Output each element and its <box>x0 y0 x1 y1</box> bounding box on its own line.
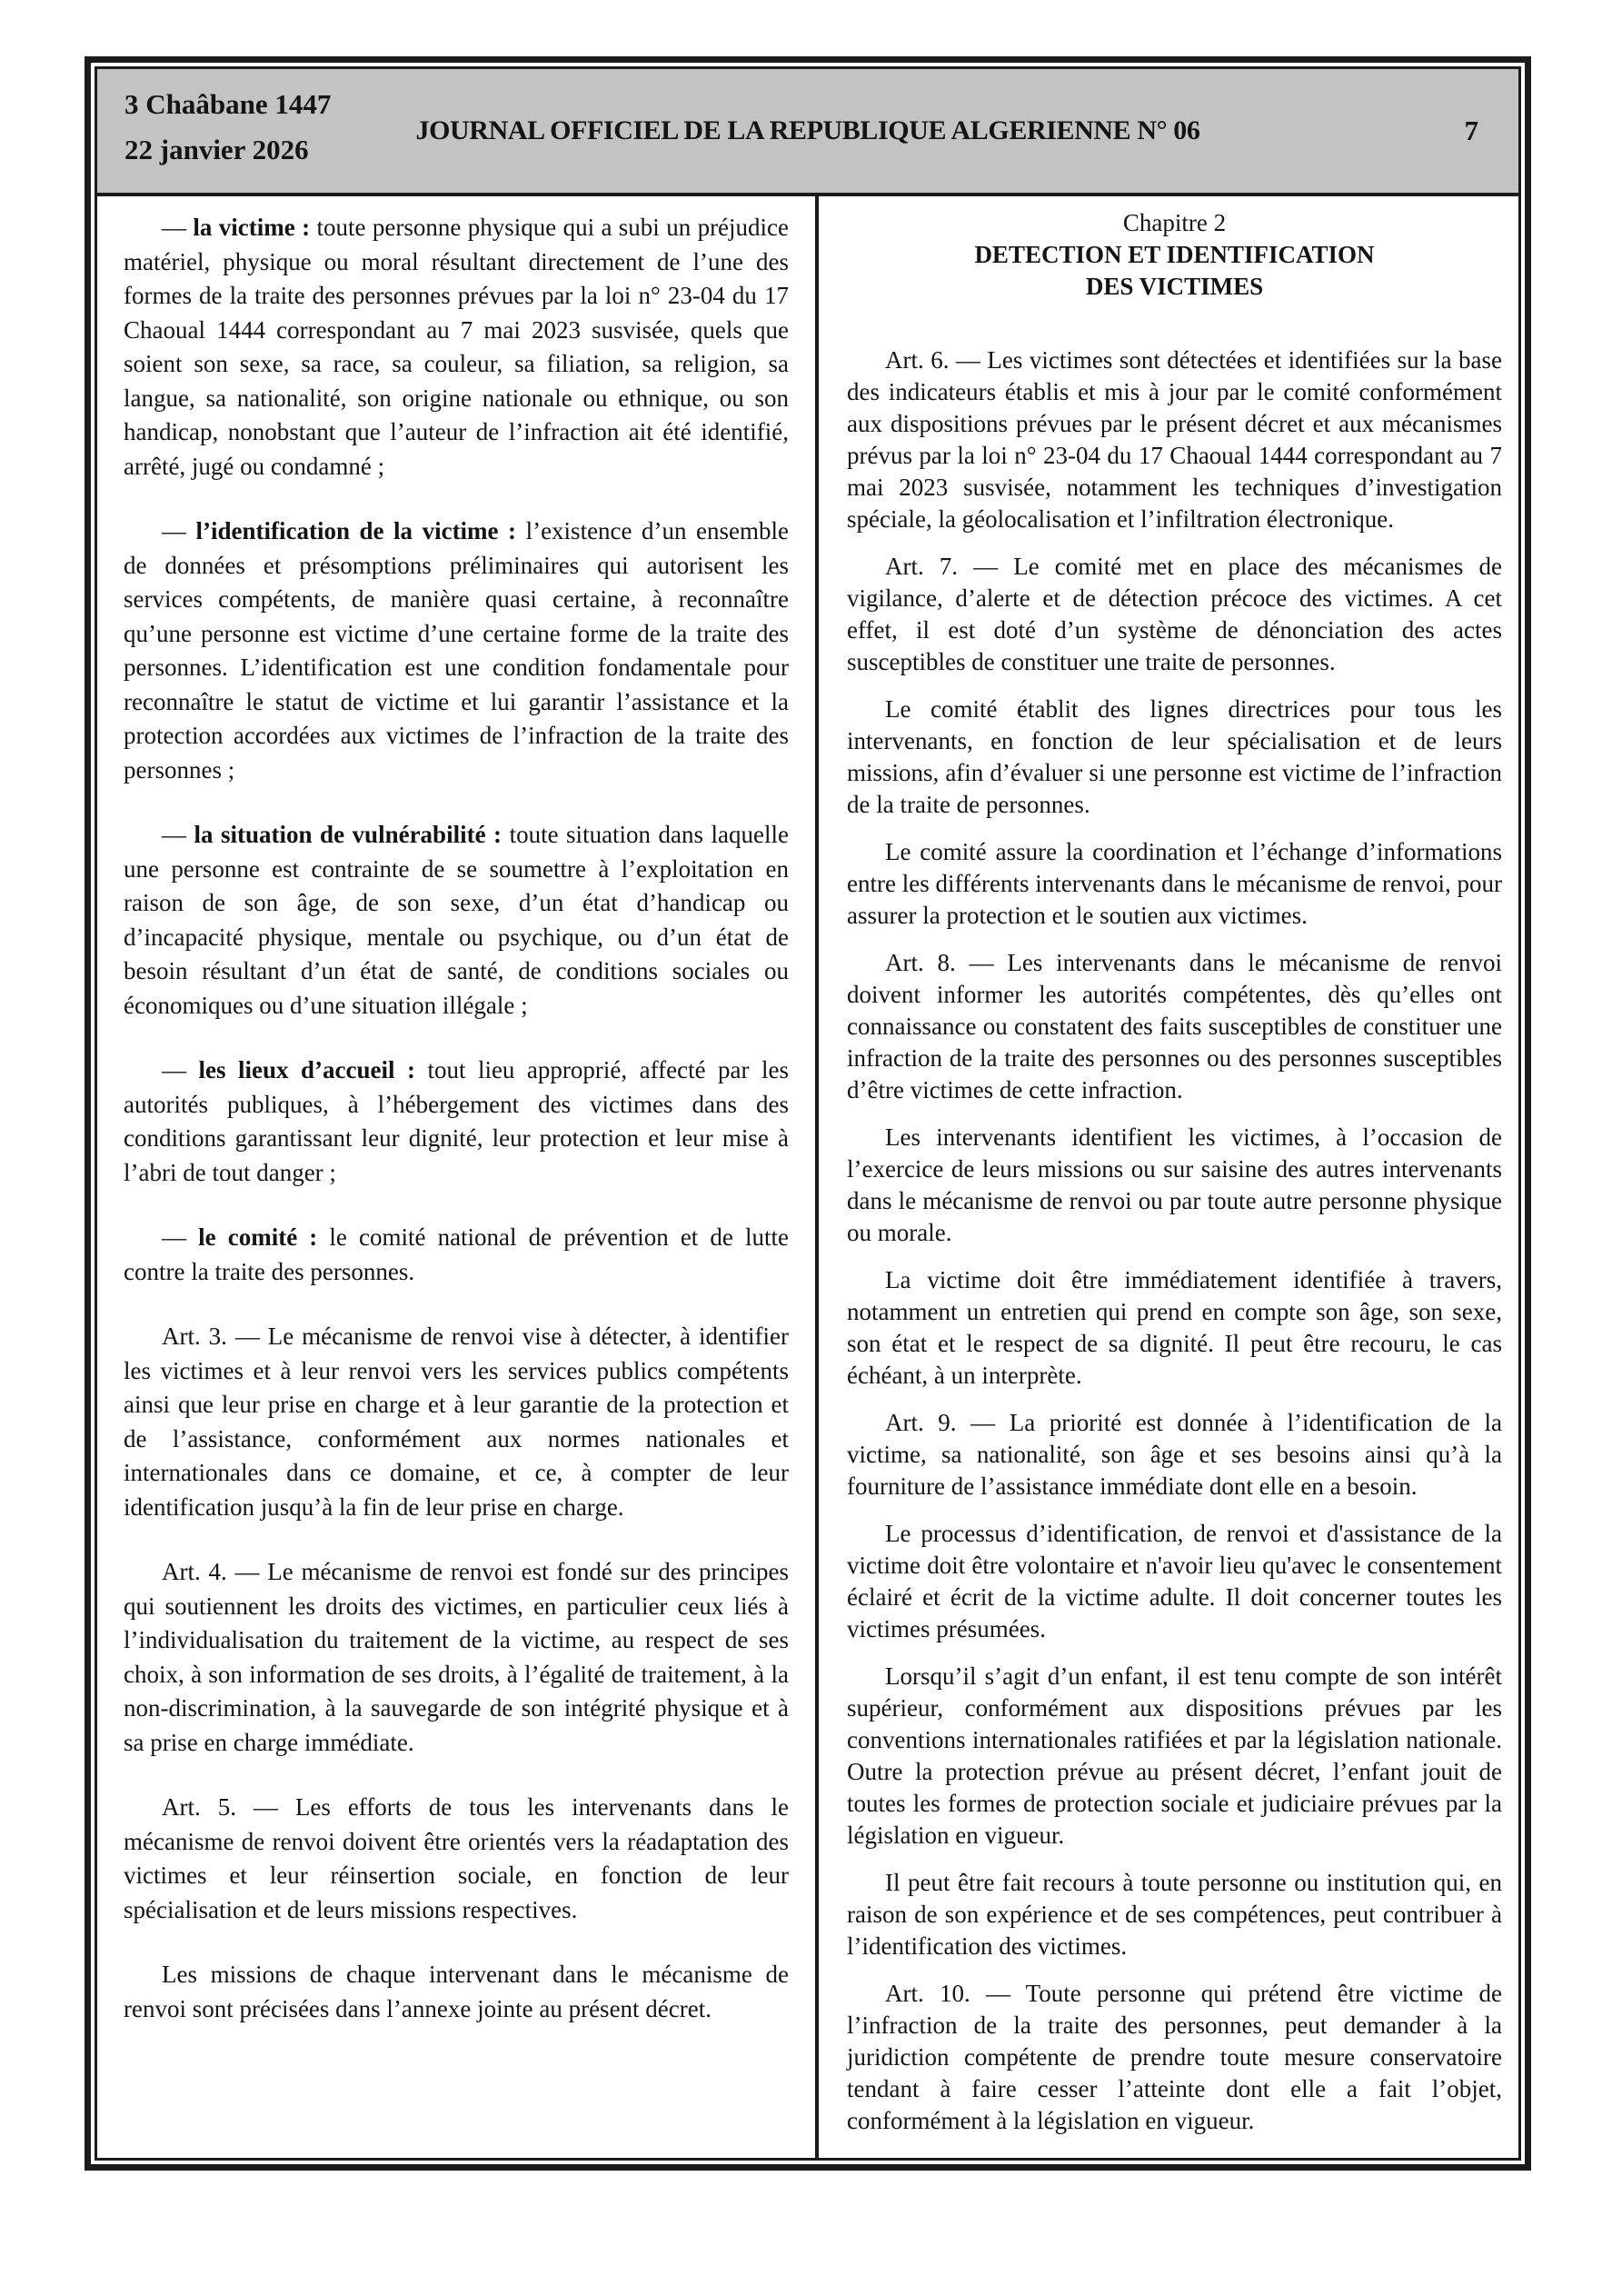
page-number: 7 <box>1464 115 1478 146</box>
left-column <box>97 196 815 2158</box>
text-run: La victime doit être immédiatement identifiée à travers, notamment un entretien qui prend en compte son âge, son sexe, son état et le respect de sa dignité. Il peut être recouru, le cas échéant, à un interprète. <box>847 1266 1502 1389</box>
text-run: Art. 10. — Toute personne qui prétend être victime de l’infraction de la traite des personnes, peut demander à la juridiction compétente de prendre toute mesure conservatoire tendant à faire cesser l’atteinte dont elle a fait l’objet, conformément à la législation en vigueur. <box>847 1980 1502 2134</box>
text-run: Art. 6. — Les victimes sont détectées et identifiées sur la base des indicateurs établis et mis à jour par le comité conformément aux dispositions prévues par le présent décret et aux mécanismes prévus par la loi n° 23-04 du 17 Chaoual 1444 correspondant au 7 mai 2023 susvisée, notamment les techniques d’investigation spéciale, la géolocalisation et l’infiltration électronique. <box>847 346 1502 533</box>
page-header <box>97 69 1518 196</box>
paragraph <box>124 211 789 484</box>
chapter-title-line <box>847 271 1502 303</box>
paragraph <box>847 1978 1502 2137</box>
text-run: la situation de vulnérabilité : <box>194 821 510 848</box>
text-run: le comité : <box>198 1223 330 1251</box>
text-run: — <box>162 1056 199 1083</box>
text-run: Chapitre 2 <box>1122 209 1227 236</box>
text-run: Art. 3. — Le mécanisme de renvoi vise à détecter, à identifier les victimes et à leur renvoi vers les services publics compétents ainsi que leur prise en charge et à leur garantie de la protection et de l’assistance, conformément aux normes nationales et internationales dans ce domaine, et ce, à compter de leur identification jusqu’à la fin de leur prise en charge. <box>124 1323 789 1521</box>
paragraph <box>847 1407 1502 1502</box>
paragraph <box>124 818 789 1023</box>
paragraph <box>124 514 789 787</box>
paragraph <box>847 694 1502 821</box>
text-run: — <box>162 821 194 848</box>
text-run: Le comité assure la coordination et l’échange d’informations entre les différents intervenants dans le mécanisme de renvoi, pour assurer la protection et le soutien aux victimes. <box>847 838 1502 929</box>
page-frame <box>85 56 1531 2171</box>
text-run: Art. 7. — Le comité met en place des mécanismes de vigilance, d’alerte et de détection précoce des victimes. A cet effet, il est doté d’un système de dénonciation des actes susceptibles de constituer une traite de personnes. <box>847 553 1502 675</box>
right-column <box>819 196 1518 2158</box>
chapter-number <box>847 207 1502 239</box>
text-run: Art. 8. — Les intervenants dans le mécanisme de renvoi doivent informer les autorités compétentes, dès qu’elles ont connaissance ou constatent des faits susceptibles de constituer une infraction de la traite des personnes ou des personnes susceptibles d’être victimes de cette infraction. <box>847 949 1502 1103</box>
text-run: la victime : <box>193 214 317 241</box>
text-run: le comité national de prévention et de lutte contre la traite des personnes. <box>124 1223 789 1285</box>
paragraph <box>847 947 1502 1106</box>
text-run: DETECTION ET IDENTIFICATION <box>974 241 1375 268</box>
text-run: Art. 4. — Le mécanisme de renvoi est fondé sur des principes qui soutiennent les droits des victimes, en particulier ceux liés à l’individualisation du traitement de la victime, au respect de ses choix, à son information de ses droits, à l’égalité de traitement, à la non-discrimination, à la sauvegarde de son intégrité physique et à sa prise en charge immédiate. <box>124 1558 789 1756</box>
text-run: Il peut être fait recours à toute personne ou institution qui, en raison de son expérience et de ses compétences, peut contribuer à l’identification des victimes. <box>847 1869 1502 1960</box>
chapter-title-line <box>847 239 1502 271</box>
page-frame-inner <box>95 66 1521 2161</box>
text-run: — <box>162 214 194 241</box>
gregorian-date: 22 janvier 2026 <box>124 134 309 165</box>
paragraph <box>847 1518 1502 1645</box>
text-run: les lieux d’accueil : <box>198 1056 428 1083</box>
paragraph <box>847 1661 1502 1852</box>
text-run: — <box>162 1223 199 1251</box>
text-run: Lorsqu’il s’agit d’un enfant, il est tenu compte de son intérêt supérieur, conformément aux dispositions prévues par les conventions internationales ratifiées et par la législation nationale. Outre la protection prévue au présent décret, l’enfant jouit de toutes les formes de protection sociale et judiciaire prévues par la législation en vigueur. <box>847 1662 1502 1849</box>
journal-title: JOURNAL OFFICIEL DE LA REPUBLIQUE ALGERIENNE N° 06 <box>415 115 1200 145</box>
text-run: Les intervenants identifient les victimes, à l’occasion de l’exercice de leurs missions ou sur saisine des autres intervenants dans le mécanisme de renvoi ou par toute autre personne physique ou morale. <box>847 1123 1502 1246</box>
text-run: Les missions de chaque intervenant dans le mécanisme de renvoi sont précisées dans l’annexe jointe au présent décret. <box>124 1961 789 2022</box>
paragraph <box>847 344 1502 535</box>
text-run: Art. 5. — Les efforts de tous les intervenants dans le mécanisme de renvoi doivent être orientés vers la réadaptation des victimes et leur réinsertion sociale, en fonction de leur spécialisation et de leurs missions respectives. <box>124 1793 789 1923</box>
text-run: toute situation dans laquelle une personne est contrainte de se soumettre à l’exploitation en raison de son âge, de son sexe, d’un état d’handicap ou d’incapacité physique, mentale ou psychique, ou d’un état de besoin résultant d’un état de santé, de conditions sociales ou économiques ou d’une situation illégale ; <box>124 821 790 1019</box>
page-body <box>97 196 1518 2158</box>
paragraph <box>124 1555 789 1760</box>
text-run: — <box>162 517 196 544</box>
text-run: tout lieu approprié, affecté par les autorités publiques, à l’hébergement des victimes dans des conditions garantissant leur dignité, leur protection et leur mise à l’abri de tout danger ; <box>124 1056 790 1186</box>
paragraph <box>124 1320 789 1524</box>
paragraph <box>124 1791 789 1927</box>
paragraph <box>847 1122 1502 1249</box>
paragraph <box>847 1867 1502 1962</box>
text-run: l’identification de la victime : <box>195 517 526 544</box>
text-run: Le comité établit des lignes directrices pour tous les intervenants, en fonction de leur spécialisation et de leurs missions, afin d’évaluer si une personne est victime de l’infraction de la traite de personnes. <box>847 695 1502 818</box>
hijri-date: 3 Chaâbane 1447 <box>124 88 332 120</box>
paragraph <box>847 836 1502 932</box>
text-run: l’existence d’un ensemble de données et présomptions préliminaires qui autorisent les services compétents, de manière quasi certaine, à reconnaître qu’une personne est victime d’une certaine forme de la traite des personnes. L’identification est une condition fondamentale pour reconnaître le statut de victime et lui garantir l’assistance et la protection accordées aux victimes de l’infraction de la traite des personnes ; <box>124 517 790 784</box>
paragraph <box>124 1958 789 2026</box>
text-run: Le processus d’identification, de renvoi et d'assistance de la victime doit être volontaire et n'avoir lieu qu'avec le consentement éclairé et écrit de la victime adulte. Il doit concerner toutes les victimes présumées. <box>847 1520 1502 1642</box>
text-run: DES VICTIMES <box>1085 273 1264 300</box>
paragraph <box>847 551 1502 678</box>
paragraph <box>124 1221 789 1289</box>
text-run: Art. 9. — La priorité est donnée à l’identification de la victime, sa nationalité, son âge et ses besoins ainsi qu’à la fourniture de l’assistance immédiate dont elle en a besoin. <box>847 1409 1502 1500</box>
paragraph <box>847 1264 1502 1392</box>
paragraph <box>124 1053 789 1190</box>
text-run: toute personne physique qui a subi un préjudice matériel, physique ou moral résultant directement de l’une des formes de la traite des personnes prévues par la loi n° 23-04 du 17 Chaoual 1444 correspondant au 7 mai 2023 susvisée, quels que soient son sexe, sa race, sa couleur, sa filiation, sa religion, sa langue, sa nationalité, son origine nationale ou ethnique, ou son handicap, nonobstant que l’auteur de l’infraction ait été identifié, arrêté, jugé ou condamné ; <box>124 214 790 480</box>
